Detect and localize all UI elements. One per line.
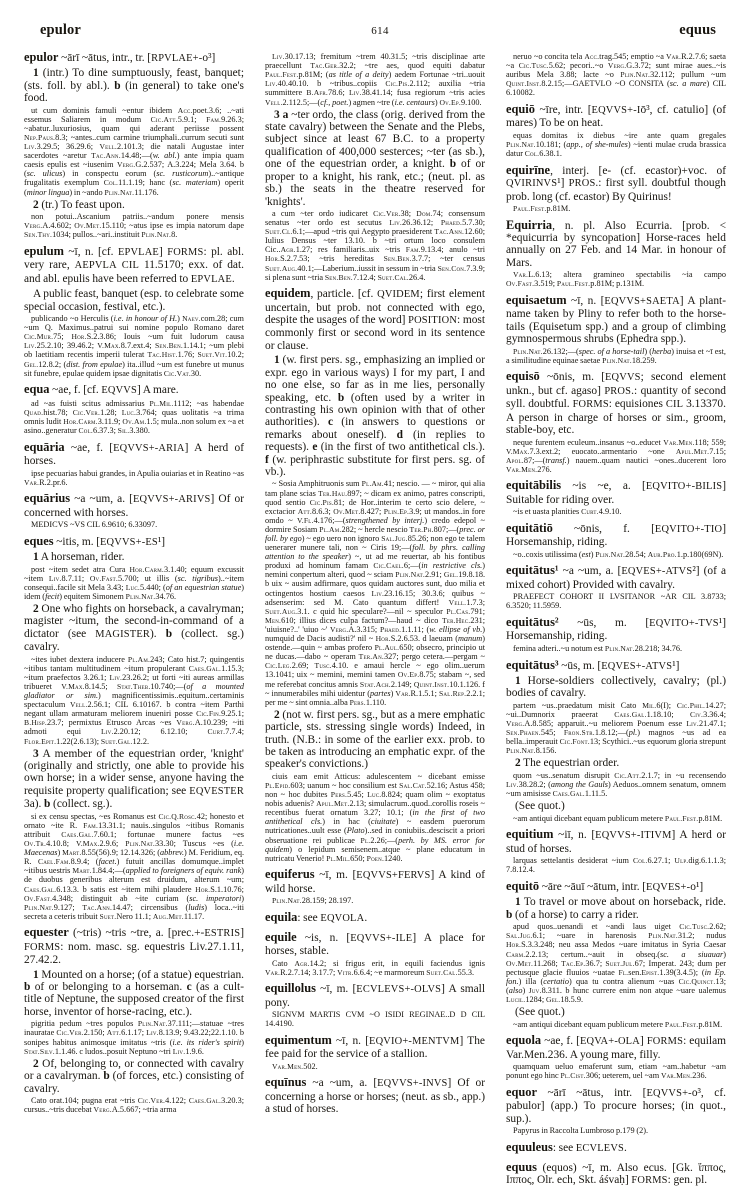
citation-block: Var.Men.502. bbox=[272, 1061, 318, 1071]
citation-block: pigritia pedum ~tres populos Plin.Nat.37.111;—statuae ~tres inauratae Cic.Ver.2.150; Att.6.1.17; Liv.8.13.9; 9.43.22;22.1.10. b sonipes habitus animosque imitatus ~tris (i.e. its rider's spirit) Stat.Silv.1.1.46. c ludos..posuit Neptuno ~tri Liv.1.9.6. bbox=[24, 1019, 245, 1056]
column-3 bbox=[500, 51, 732, 1186]
dictionary-entry bbox=[506, 1141, 726, 1155]
entry-headword-line: equitātiō ~ōnis, f. [EQVITO+-TIO] Horsemanship, riding. bbox=[506, 520, 726, 549]
entry-headword-line: equiferus ~ī, m. [EQVVS+FERVS] A kind of wild horse. bbox=[265, 867, 485, 895]
sense-definition: 1 A horseman, rider. bbox=[33, 551, 125, 564]
entry-headword-line: equa ~ae, f. [cf. EQVVS] A mare. bbox=[24, 382, 179, 397]
sense-definition: 1 To travel or move about on horseback, ride. b (of a horse) to carry a rider. bbox=[506, 896, 726, 921]
entry-headword-line: equus (equos) ~ī, m. Also ecus. [Gk. ἵππος, Ιππος, Olr. ech, Skt. áśvaḥ] FORMS: gen. pl. bbox=[506, 1159, 726, 1186]
column-1 bbox=[18, 50, 250, 1115]
entry-headword-line: equuleus: see ECVLEVS. bbox=[506, 1139, 627, 1154]
entry-headword-line: equārius ~a ~um, a. [EQVVS+-ARIVS] Of or concerned with horses. bbox=[24, 491, 244, 519]
sense-definition: 3 a ~ter ordo, the class (orig. derived from the state cavalry) between the Senate and the Plebs, subject since at least 67 B.C. to a property qualification of 400,000 sesterces; ~ter (as sb.), one of the equestrian order, a knight. b of or proper to a knight, his rank, etc.; (neut. pl. as sb.) the seats in the theatre reserved for 'knights'. bbox=[265, 108, 486, 208]
dictionary-entry bbox=[506, 659, 726, 823]
citation-block: SIGNVM MARTIS CVM ~O ISIDI REGINAE..D D CIL 14.4190. bbox=[265, 1010, 485, 1029]
citation-block: ~o..coxis utilissima (est) Plin.Nat.28.54; Aur.Pro.1.p.180(69N). bbox=[513, 549, 724, 559]
dictionary-entry bbox=[265, 931, 485, 977]
entry-headword-line: equitātus² ~ūs, m. [EQVITO+-TVS¹] Horsemanship, riding. bbox=[506, 615, 726, 643]
entry-headword-line: epulum ~ī, n. [cf. EPVLAE] FORMS: pl. abl. very rare, AEPVLA CIL 11.5170; exx. of dat. and abl. epulis have been referred to EPVLAE. bbox=[24, 243, 244, 285]
dictionary-entry bbox=[265, 1034, 485, 1071]
dictionary-entry bbox=[506, 616, 726, 653]
dictionary-entry bbox=[265, 287, 485, 863]
dictionary-entry bbox=[24, 441, 244, 487]
citation-block: quom ~us..senatum disrupit Cic.Att.2.1.7; in ~u recensendo Liv.38.28.2; (among the Gauls) Aeduos..omnem senatum, omnem ~um amisisse Caes.Gal.1.11.5. bbox=[506, 770, 726, 799]
entry-headword-line: equīnus ~a ~um, a. [EQVVS+-INVS] Of or concerning a horse or horses; (neut. as sb., app.) a stud of horses. bbox=[265, 1075, 485, 1116]
entry-headword-line: equidem, particle. [cf. QVIDEM; first element uncertain, but prob. not connected with ego, despite the usages of the word] POSITION: most commonly first or second word in its sentence or clause. bbox=[265, 286, 486, 352]
citation-block: ~ Sosia Amphitruonis sum Pl.Am.41; nescio. — ~ miror, qui alia tam plane scias Ter.Hau.897; ~ dicam ex animo, patres conscripti, quod sentio Cic.Pis.81; de Hor..interim te certo scio delere, ~ exctacior Att.8.6.3; Ov.Met.8.427; Plin.Ep.3.9; ut mandos..in fore omdo ~ V.Fl.4.176;—(strengthened by interj.) credo edepol ~ dormire Sosiam Pl.Am.282; ~ hercle nescio Ter.Ph.807;—(prec. or foll. by ego) ~ ego uero non ignoro Sal.Jug.85.26; non ego te talem uenerarer munere tali, non ~ Ciris 19;—(foll. by phrs. calling attention to the speaker) ~, ut ad me reuertar, ab his fontibus produxi ad hominum famam Cic.Cael.6;—(in restrictive cls.) nemini conpertum alteri, quod ~ sciam Plin.Nat.2.91; Gel.19.8.18. b uix ~ ausim adfirmare, quos quidam auctores sunt, duo milia et octingentos hostium caesos Liv.23.16.15; 30.3.6; quibus ~ adsenserim: sed M. Cato quantum differt! Vell.1.7.3; Suet.Aug.3.1. c quid hic speculare?—nil ~ speculor Pl.Cas.791; Men.610; illius dices culpa factum?—haud ~ dico Ter.Hec.231; 'uiuisne?..' 'uiuo ~' Verg.A.3.315; Phaed.1.1.11; (w. ellipse of vb.) numquid de Dacis audisti?' nil ~ Hor.S.2.6.53. d laeuam (manum) ostende.—quin ~ ambas profero Pl.Aul.650; obsecro, principio ut ne ducas.—dabo ~ operam Ter.An.327; pergo cetera.—pergam ~ Cic.Leg.2.69; Tusc.4.10. e amaui hercle ~ ego olim..uerum 13.1041; uix ~ memini, memini tamen Ov.Ep.8.75; stabam ~, sed me referebat concitus amnis Stat.Ach.2.149; Quint.Inst.10.1.126. f ~ innumerabiles mihi uidentur (partes) Var.R.1.5.1; Sal.Rep.2.2.1; per me ~ sint omnia..alba Pers.1.110. bbox=[265, 479, 486, 707]
entry-headword-line: equitātus³ ~ūs, m. [EQVES+-ATVS¹] bbox=[506, 657, 680, 672]
citation-block: a cum ~ter ordo iudicaret Cic.Ver.38; Dom.74; consensum senatus ~ter ordo est secutus Liv.26.36.12; Phaed.5.7.30; Suet.Cl.6.1;—apud ~tris qui Aegypto praesiderent Tac.Ann.12.60; Iulius Densus ~ter 13.10. b ~tri ortum loco consulem Cic..Agr.1.27; res familiaris..uix ~tris Fam.9.13.4; anulo ~tri Hor.S.2.7.53; ~tris hereditas Sen.Ben.3.7.7; ~ter census Suet.Aug.40.1;—Laberium..iussit in sessum in ~tria Sen.Con.7.3.9; si plena sunt ~tria Sen.Ben.7.12.4; Suet.Cal.26.4. bbox=[265, 209, 485, 282]
sense-definition: 1 Mounted on a horse; (of a statue) equestrian. b of or belonging to a horseman. c (as a cult-title of Neptune, the supposed creator of the first horse, inventor of horse-racing, etc.). bbox=[24, 968, 244, 1018]
sense-definition: (See quot.) bbox=[515, 1006, 565, 1019]
citation-block: Cato Agr.14.2; si frigus erit, in equili faciendus ignis Var.R.2.7.14; 3.17.7; Vitr.6.6.4; ~e marmoreum Suet.Cal.55.3. bbox=[265, 958, 485, 977]
sense-definition: 1 (w. first pers. sg., emphasizing an implied or expr. ego in various ways) I for my part, I and no one else, so far as in me lies, personally speaking, etc. b (often used by a writer in contrasting his own opinion with that of other authorities). c (in answers to questions or remarks about oneself). d (in replies to requests). e (in the first of two antithetical cls.). f (w. periphrastic substitute for first pers. sg. of vb.). bbox=[265, 354, 486, 478]
dictionary-entry bbox=[24, 51, 244, 239]
column-container bbox=[18, 50, 732, 1186]
citation-block: MEDICVS ~VS CIL 6.9610; 6.33097. bbox=[31, 520, 158, 530]
sense-definition: 2 One who fights on horseback, a cavalryman; magister ~itum, the second-in-command of a dictator (see MAGISTER). b (collect. sg.) cavalry. bbox=[24, 602, 244, 654]
citation-block: Liv.30.17.13; fremitum ~trem 40.31.5; ~tris disciplinae arte praecellunt Tac.Ger.32.2; ~tre aes, quod equiti dabatur Paul.Fest.p.81M; (as title of a deity) aedem Fortunae ~tri..uouit Liv.40.40.10. b ~tribus..copiis Cic.Pis.2.112; auxilia ~tria summittere B.Afr.78.6; Liv.38.41.14; fusa regiorum ~tris acies Vell.2.112.5;—(cf., poet.) agmen ~tre (i.e. centaurs) Ov.Ep.9.100. bbox=[265, 52, 486, 107]
dictionary-entry bbox=[506, 294, 726, 365]
citation-block: PRAEFECT COHORT II LVSITANOR ~AR CIL 3.8733; 6.3520; 11.5959. bbox=[506, 592, 726, 611]
entry-headword-line: equisaetum ~ī, n. [EQVVS+SAETA] A plant-name taken by Pliny to refer both to the horse-tails (Equisetum spp.) and a group of climbing gymnospermous shrubs (Ephedra spp.). bbox=[506, 293, 726, 346]
entry-headword-line: Equirria, n. pl. Also Ecurria. [prob. < *equicurria by syncopation] Horse-races held annually on 27 Feb. and 14 Mar. in honour of Mars. bbox=[506, 217, 726, 269]
dictionary-entry bbox=[506, 103, 726, 158]
running-head bbox=[18, 22, 732, 42]
dictionary-entry bbox=[506, 1161, 726, 1187]
running-head-left: epulor bbox=[40, 22, 81, 38]
citation-block: ~am antiqui dicebant equam publicum metere Paul.Fest.p.81M. bbox=[513, 813, 723, 823]
dictionary-entry bbox=[265, 911, 485, 925]
citation-block: partem ~us..praedatum misit Cato Mil.6(I); Cic.Phil.14.27; ~ui..Dumnorix praeerat Caes.Gal.1.18.10; Civ.3.36.4; Verg.A.8.585; apparuit..~u meliorem Poenum esse Liv.21.47.1; Sen.Phaen.545; Fron.Str.1.8.12;—(pl.) magnos ~us ad ea bella..imperauit Cic.Font.13; Scythici..~us equorum gloria strepunt Plin.Nat.8.156. bbox=[506, 700, 727, 756]
sense-definition: A public feast, banquet (esp. to celebrate some special occasion, festival, etc.). bbox=[24, 288, 244, 313]
entry-headword-line: equila: see EQVOLA. bbox=[265, 909, 368, 924]
dictionary-entry bbox=[265, 1076, 485, 1115]
citation-block: post ~item sedet atra Cura Hor.Carm.3.1.40; equum excussit ~item Liv.8.7.11; Ov.Fast.5.700; ut illis (sc. tigribus)..~item consequi..facile sit Mela 3.43; Luc.5.440; (of an equestrian statue) idem (fecit) equitem Simonem Plin.Nat.34.76. bbox=[24, 564, 245, 601]
entry-headword-line: equimentum ~ī, n. [EQVIO+-MENTVM] The fee paid for the service of a stallion. bbox=[265, 1032, 485, 1061]
sense-definition: 2 Of, belonging to, or connected with cavalry or a cavalryman. b (of forces, etc.) consisting of cavalry. bbox=[24, 1057, 244, 1095]
citation-block: apud quos..uenandi et ~andi laus uiget Cic.Tusc.2.62; Sal.Jug.6.1; ~uare in harenosis Plin.Nat.31.2; nudus Hor.S.3.3.248; neu assa Medos ~uare imitatus in Syria Caesar Carm.2.2.13; certum..~auit in obseq.(sc. a siuauar) Ov.Met.11.268; Tac.Ep.36.7; Suet.Jul.67; Imperat. 243; dum per pectusque glacie fluuios ~uatae Fl.sen.Epist.1.39(3.4.5); (in Ep. fon.) illa (certatio) qua tu contra alienum ~uas Cic.Quinct.13; (also) Juv.8.311. b hunc currere enim non atque ~uare ualemus Lucil.1284; Gel.18.5.9. bbox=[506, 922, 727, 1004]
dictionary-entry bbox=[24, 492, 244, 529]
citation-block: Plin.Nat.26.132;—(spec. of a horse-tail) (herba) inuisa et ~ī est, a similitudine equinae saetae Plin.Nat.18.259. bbox=[506, 346, 726, 365]
dictionary-entry bbox=[24, 926, 244, 1114]
citation-block: Papyrus in Raccolta Lumbroso p.179 (2). bbox=[513, 1126, 649, 1136]
citation-block: ipse pecuarias habui grandes, in Apulia ouiarias et in Reatino ~as Var.R.2.pr.6. bbox=[24, 468, 244, 487]
dictionary-entry bbox=[24, 245, 244, 378]
dictionary-entry bbox=[506, 880, 726, 1029]
entry-headword-line: equitātus¹ ~a ~um, a. [EQVES+-ATVS²] (of a mixed cohort) Provided with cavalry. bbox=[506, 563, 726, 591]
dictionary-entry bbox=[506, 522, 726, 559]
sense-definition: 2 (not w. first pers. sg., but as a mere emphatic particle, sts. stressing single words) Indeed, in truth. (N.B.: in some of the earlier exx. prob. to be taken as introducing an emphatic expr. of the speaker's convictions.) bbox=[265, 708, 485, 771]
citation-block: quamquam ueluo emaferunt sum, etiam ~am..habetur ~am ponunt ego hinc Pl.Cist.306; ueterem, uel ~am Var.Men.236. bbox=[506, 1062, 726, 1081]
citation-block: Plin.Nat.28.159; 28.197. bbox=[272, 896, 354, 906]
citation-block: non potui..Ascanium patriis..~andum ponere mensis Verg.A.4.602; Ov.Met.15.110; ~atus ipse es impia natorum dape Sen.Thy.1034; pullos..~ari..instituit Plin.Nat.8. bbox=[24, 212, 244, 240]
entry-headword-line: equillolus ~ī, m. [ECVLEVS+-OLVS] A small pony. bbox=[265, 981, 485, 1009]
entry-headword-line: equester (~tris) ~tris ~tre, a. [prec.+-ESTRIS] FORMS: nom. masc. sg. equestris Liv.27.1.11, 27.42.2. bbox=[24, 925, 244, 967]
dictionary-entry bbox=[265, 982, 485, 1028]
dictionary-entry bbox=[506, 219, 726, 289]
citation-block: equas domitas ix diebus ~ire ante quam gregales Plin.Nat.10.181; (app., of she-mules) ~ienti mulae cruda brassica datur Col.6.38.1. bbox=[506, 130, 726, 159]
citation-block: neque furentem eculeum..insanus ~o..educet Var.Men.118; 559; V.Max.7.3.ext.2; euocato..armentario ~one Apul.Met.7.15; Apol.87;—(transf.) nauem..quam nautici ~ones..ducerent loro Var.Men.276. bbox=[506, 437, 727, 474]
entry-headword-line: equor ~ārī ~ātus, intr. [EQVVS+-o³, cf. pabulor] (app.) To procure horses; (in quot., sup.). bbox=[506, 1084, 726, 1125]
citation-block: larquas settelantis desiderat ~ium Col.6.27.1; Ulp.dig.6.1.1.3; 7.8.12.4. bbox=[506, 856, 727, 875]
sense-definition: 2 The equestrian order. bbox=[515, 757, 620, 770]
sense-definition: 2 (tr.) To feast upon. bbox=[33, 198, 125, 211]
citation-block: ~is et uasta planities Curt.4.9.10. bbox=[513, 507, 622, 517]
citation-block: ciuis eam emit Atticus: adulescentem ~ dicebant emisse Pl.Epid.603; uanum ~ hoc consilium est Sal.Cat.52.16; Astus 458; non ~ hoc dubites Pers.5.45; Luc.8.824; quam olim ~ exoptatus nobis aduenis? Apul.Met.2.13; simulacrum..quod..corollis roseis ~ recentibus fuerat ornatum 3.27; 10.1; (in the first of two antithetical cls.) in hac (ciuitate) ~ easdem puerorum nutricationes..uult esse (Plato)..sed in coniubiis..desciscit a priori obseruatione rei publicae Pl.2.26;—(perh. by MS. error for quidem) o lepidum semisenem..atque ~ plane educatum in nutricatu Venerio! Pl.Mil.650; Poen.1240. bbox=[265, 771, 486, 863]
citation-block: ut cum dominis famuli ~entur ibidem Acc.poet.3.6; ..~ati essemus Saliarem in modum Cic.Att.5.9.1; Fam.9.26.3; ~abatur..luxuriosius, quam qui aderant periisse possent Nep.Paus.8.3; ~antes..cum carmine triumphali..currum secuti sunt Liv.3.29.5; 36.29.6; Vell.2.101.3; die natali Augustae inter sacerdotes ~aretur Tac.Ann.14.48;—(w. abl.) ante impia quam caesis epulis est ~iusenim Verg.G.2.537; A.3.224; Mela 3.64. b (sc. ulicus) in conspectu eorum (sc. rusticorum)..~antique frugalitatis exemplum Col.11.1.19; hanc (sc. materiam) operit (minor lingua) in ~ando Plin.Nat.11.176. bbox=[24, 105, 244, 197]
citation-block: si ex censu spectas, ~es Romanus est Cic.Q.Rosc.42; honesto et ornato ~ite R. Fam.13.31.1; nauis..singulos ~itibus Romanis attribuit Caes.Gal.7.60.1; fortunae munere factus ~es Ov.Tr.4.10.8; V.Max.2.9.6; Plin.Nat.33.30; Tuscus ~es (i.e. Maecenas) Mart.8.55(56).9; 12.14.326; (abbrev.) M. Feridium, eq. R. Cael.Fam.8.9.4; (facet.) futuit ancillas domumque..implet ~itibus uestris Mart.1.84.4;—(applied to foreigners of equiv. rank) de duobus generibus alterum est druidum, alterum ~um; Caes.Gal.6.13.3. b satis est ~item mihi plaudere Hor.S.1.10.76; Ov.Fast.4.348; distinguit ab ~ite curiam (sc. imperatori) Plin.Nat.9.127; Tac.Ann.14.47; circensibus (ludis) loca..~iti secreta a ceteris tribuit Suet.Nero 11.1; Aug.Met.11.17. bbox=[24, 811, 245, 921]
dictionary-entry bbox=[506, 1086, 726, 1135]
entry-headword-line: equisō ~ōnis, m. [EQVVS; second element unkn., but cf. agaso] PROS.: quantity of second syll. doubtful. FORMS: equisiones CIL 3.13370. A person in charge of horses or sim., groom, stable-boy, etc. bbox=[506, 369, 726, 437]
citation-block: femina adteri..~u notum est Plin.Nat.28.218; 34.76. bbox=[513, 643, 683, 653]
entry-headword-line: equiō ~īre, intr. [EQVVS+-Iō³, cf. catulio] (of mares) To be on heat. bbox=[506, 102, 727, 130]
citation-block: Paul.Fest.p.81M. bbox=[513, 204, 571, 214]
citation-block: neruo ~o concita tela Acc.trag.545; emptio ~a Var.R.2.7.6; saeta ~a Cic.Tusc.5.62; pecori..~o Verg.G.3.72; sunt mirae aues..~is auribus Mela 3.88; lacte ~o Plin.Nat.32.112; pullum ~um Quint.Inst.8.2.15;—GAETVLO ~O CONSITA (sc. a mare) CIL 6.10082. bbox=[506, 52, 727, 98]
running-head-right: equus bbox=[679, 22, 716, 38]
dictionary-entry bbox=[24, 535, 244, 921]
entry-headword-line: equitium ~iī, n. [EQVVS+-ITIVM] A herd or stud of horses. bbox=[506, 827, 727, 855]
entry-headword-line: equola ~ae, f. [EQVA+-OLA] FORMS: equilam Var.Men.236. A young mare, filly. bbox=[506, 1033, 727, 1061]
dictionary-entry bbox=[24, 383, 244, 435]
dictionary-entry bbox=[506, 52, 726, 97]
citation-block: ad ~as fuisti scitus admissarius Pl.Mil.1112; ~as habendae Quad.hist.78; Cic.Ver.1.28; Luc.3.764; quas uolitatis ~a trima omnis ludit Hor.Carm.3.11.9; Ov.Am.1.5; mula..non solum ex ~a et asino..generatur Col.6.37.3; Sil.3.380. bbox=[24, 398, 245, 435]
entry-headword-line: epulor ~ārī ~ātus, intr., tr. [RPVLAE+-o³] bbox=[24, 50, 216, 64]
entry-headword-line: equitō ~āre ~āuī ~ātum, intr. [EQVES+-o¹] bbox=[506, 878, 704, 893]
entry-headword-line: equāria ~ae, f. [EQVVS+-ARIA] A herd of horses. bbox=[24, 439, 244, 467]
citation-block: ~am antiqui dicebant equam publicum metere Paul.Fest.p.81M. bbox=[513, 1019, 723, 1029]
entry-headword-line: equitābilis ~is ~e, a. [EQVITO+-BILIS] Suitable for riding over. bbox=[506, 478, 726, 506]
citation-block: publicando ~o Herculis (i.e. in honour of H.) Naev.com.28; cum ~um Q. Maximus..patrui sui nomine populo Romano daret Cic.Mur.75; Hor.S.2.3.86; Iouis ~um fuit ludorum causa Liv.25.2.10; 39.46.2; V.Max.8.7.ext.4; Sen.Ben.1.14.1; ~um plebi ob laetitiam recentis imperii tulerat Tac.Hist.1.76; Suet.Vit.10.2; Gel.12.8.2; (dist. from epulae) ita..illud ~um est funebre ut munus sit funebre, epulae quidem ipsae dignitatis Cic.Vat.30. bbox=[24, 314, 244, 378]
dictionary-entry bbox=[265, 868, 485, 905]
sense-definition: 3 A member of the equestrian order, 'knight' (originally and strictly, one able to provide his own horse; in a wider sense, anyone having the requisite property qualification; see EQVESTER 3a). b (collect. sg.). bbox=[24, 747, 244, 811]
citation-block: Cato orat.104; pugna erat ~tris Cic.Ver.4.122; Caes.Gal.3.20.3; cursus..~tris ducebat Verg.A.5.667; ~tria arma bbox=[24, 1096, 245, 1115]
dictionary-entry bbox=[265, 52, 485, 282]
sense-definition: (See quot.) bbox=[515, 800, 565, 813]
page-number: 614 bbox=[371, 25, 389, 37]
citation-block: Var.L.6.13; altera gramineo spectabilis ~ia campo Ov.Fast.3.519; Paul.Fest.p.81M; p.131M. bbox=[506, 270, 726, 289]
entry-headword-line: equirīne, interj. [e- (cf. ecastor)+voc. of QVIRINVS¹] PROS.: first syll. doubtful though prob. long (cf. ecastor) By Quirinus! bbox=[506, 162, 726, 203]
dictionary-entry bbox=[506, 828, 726, 874]
column-2 bbox=[259, 51, 491, 1116]
entry-headword-line: equile ~is, n. [EQVVS+-ILE] A place for horses, stable. bbox=[265, 929, 486, 958]
entry-headword-line: eques ~itis, m. [EQVVS+-ES¹] bbox=[24, 533, 166, 548]
citation-block: ~ites iubet dextera inducere Pl.Am.243; Cato hist.7; quingentis ~itibus tantam multitudinem ~itum propulerant Caes.Gal.1.15.3; ~itum praefectos 3.26.1; Liv.23.26.2; ut forti ~iti aureas armillas tribueret V.Max.8.14.5; Stat.Theb.10.740;—(of a mounted gladiator or sim.) magnificentissimis..equitum..certaminis spectaculum Vell.2.56.1; CIL 6.10167. b contra ~item Parthi negant ullam armaturam meliorem inueniri posse Cic.Fin.9.25.1; B.Hisp.23.7; permixtus Etrusco Arcas ~es Verg.A.10.239; ~iti admoti equi Liv.2.20.12; 6.12.10; Curt.7.7.4; Flor.Epit.1.22(2.6.13); Suet.Gal.12.2. bbox=[24, 654, 245, 746]
sense-definition: 1 (intr.) To dine sumptuously, feast, banquet; (sts. foll. by abl.). b (in general) to take one's food. bbox=[24, 67, 244, 105]
dictionary-entry bbox=[506, 479, 726, 516]
sense-definition: 1 Horse-soldiers collectively, cavalry; (pl.) bodies of cavalry. bbox=[506, 674, 726, 700]
dictionary-entry bbox=[506, 1034, 726, 1080]
dictionary-entry bbox=[506, 164, 726, 213]
dictionary-entry bbox=[506, 564, 726, 610]
dictionary-entry bbox=[506, 370, 726, 474]
